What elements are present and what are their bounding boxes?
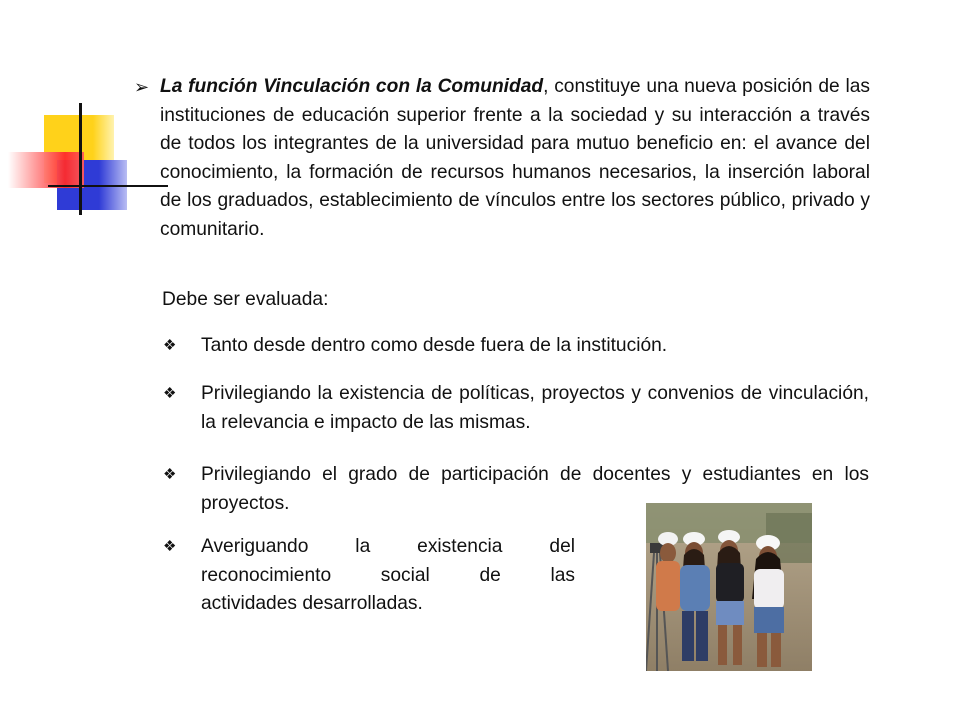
list-item-text: Tanto desde dentro como desde fuera de la institución. [201,335,668,356]
lead-paragraph [160,73,870,245]
list-item-text [201,533,575,619]
decor-vertical-line [79,103,82,215]
students-photo [646,503,812,671]
diamond-bullet-icon: ❖ [163,538,177,555]
lead-text: , constituye una nueva posición de las instituciones de educación superior frente a la sociedad y su interacción a través de todos los integrantes de la universidad para mutuo beneficio en: el avance del conocimiento, la formación de recursos humanos necesarios, la inserción laboral de los graduados, establecimiento de vínculos entre los sectores público, privado y comunitario. [160,76,870,240]
diamond-bullet-icon: ❖ [163,385,177,402]
lead-emphasis: La función Vinculación con la Comunidad [160,76,544,97]
subheading: Debe ser evaluada: [162,289,329,310]
list-item-text: Privilegiando la existencia de políticas, proyectos y convenios de vinculación, la relevancia e impacto de las mismas. [201,383,869,433]
diamond-bullet-icon: ❖ [163,337,177,354]
list-item-text: Privilegiando el grado de participación de docentes y estudiantes en los proyectos. [201,464,869,514]
diamond-bullet-icon: ❖ [163,466,177,483]
list-item-text-last: actividades desarrolladas. [201,593,423,615]
decor-horizontal-line [48,185,168,187]
list-item-text-main: Averiguando la existencia del reconocimiento social de las [201,536,575,586]
arrow-bullet-icon: ➢ [134,77,150,97]
decor-red-bar [8,152,84,188]
